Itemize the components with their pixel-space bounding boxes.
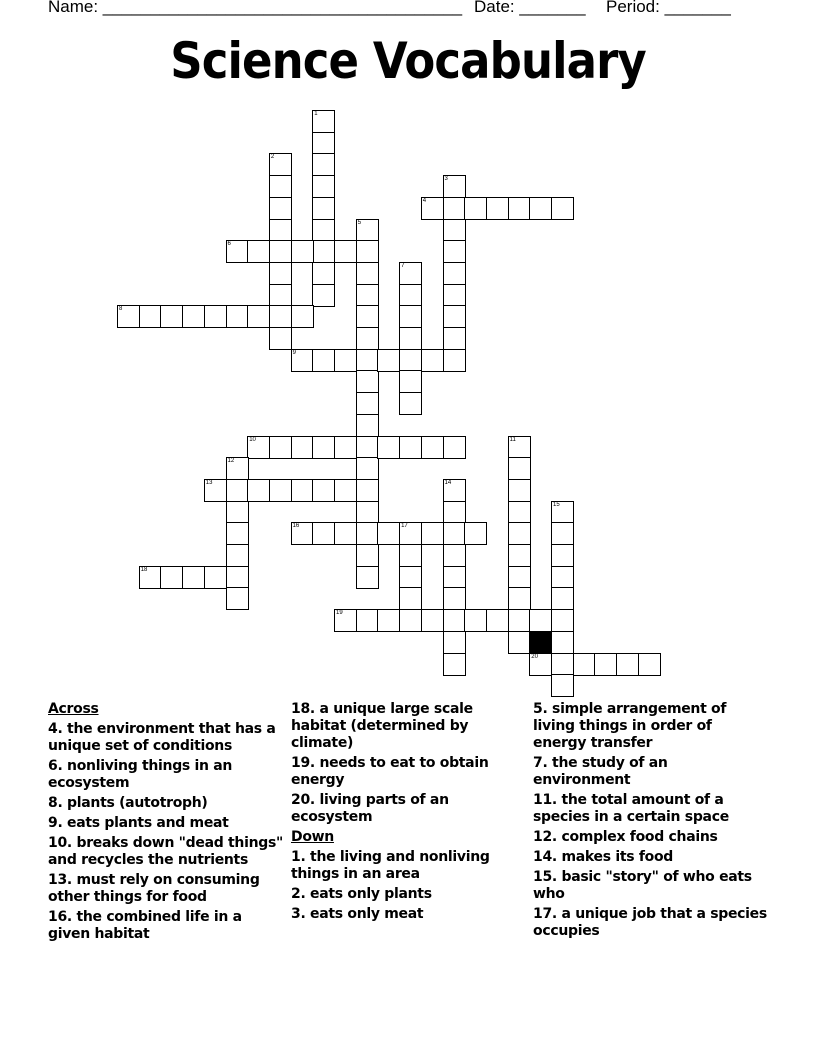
- grid-cell[interactable]: [269, 197, 292, 220]
- grid-cell[interactable]: [443, 501, 466, 524]
- grid-cell[interactable]: [443, 587, 466, 610]
- grid-cell[interactable]: [312, 110, 335, 133]
- clue-number: 12.: [533, 829, 557, 845]
- clue-section-heading: Down: [291, 829, 334, 845]
- grid-cell[interactable]: [421, 349, 444, 372]
- clue-item: [48, 815, 283, 832]
- grid-cell[interactable]: [443, 349, 466, 372]
- grid-cell[interactable]: [399, 587, 422, 610]
- grid-cell[interactable]: [377, 522, 400, 545]
- grid-cell[interactable]: [508, 566, 531, 589]
- grid-cell[interactable]: [356, 501, 379, 524]
- grid-cell[interactable]: [269, 436, 292, 459]
- grid-cell[interactable]: [182, 305, 205, 328]
- grid-cell[interactable]: [356, 219, 379, 242]
- grid-cell[interactable]: [399, 392, 422, 415]
- grid-cell[interactable]: [356, 305, 379, 328]
- grid-cell[interactable]: [226, 522, 249, 545]
- grid-cell[interactable]: [443, 479, 466, 502]
- clue-number: 13.: [48, 872, 72, 888]
- grid-cell[interactable]: [226, 501, 249, 524]
- grid-cell[interactable]: [247, 436, 270, 459]
- black-cell: [529, 631, 552, 654]
- clue-number: 4.: [48, 721, 63, 737]
- grid-cell[interactable]: [291, 349, 314, 372]
- clue-item: [48, 909, 283, 943]
- grid-cell[interactable]: [291, 436, 314, 459]
- grid-cell[interactable]: [160, 566, 183, 589]
- cell-number: 18: [140, 566, 148, 573]
- grid-cell[interactable]: [356, 392, 379, 415]
- clue-text: makes its food: [561, 849, 674, 865]
- grid-cell[interactable]: [312, 284, 335, 307]
- grid-cell[interactable]: [269, 153, 292, 176]
- clue-number: 2.: [291, 886, 306, 902]
- clue-number: 6.: [48, 758, 63, 774]
- grid-cell[interactable]: [551, 653, 574, 676]
- cell-number: 13: [205, 479, 213, 486]
- clue-number: 11.: [533, 792, 557, 808]
- cell-number: 4: [422, 197, 427, 204]
- grid-cell[interactable]: [377, 609, 400, 632]
- grid-cell[interactable]: [551, 609, 574, 632]
- grid-cell[interactable]: [226, 544, 249, 567]
- grid-cell[interactable]: [117, 305, 140, 328]
- clue-item: [533, 906, 768, 940]
- clue-number: 17.: [533, 906, 557, 922]
- clue-item: [533, 792, 768, 826]
- grid-cell[interactable]: [269, 262, 292, 285]
- grid-cell[interactable]: [443, 653, 466, 676]
- grid-cell[interactable]: [204, 305, 227, 328]
- grid-cell[interactable]: [356, 544, 379, 567]
- clue-text: simple arrangement of living things in order of energy transfer: [533, 701, 727, 751]
- grid-cell[interactable]: [226, 566, 249, 589]
- grid-cell[interactable]: [269, 479, 292, 502]
- clue-text: breaks down "dead things" and recycles the nutrients: [48, 835, 284, 868]
- grid-cell[interactable]: [551, 674, 574, 697]
- grid-cell[interactable]: [356, 479, 379, 502]
- grid-cell[interactable]: [269, 240, 292, 263]
- cell-number: 2: [270, 154, 275, 161]
- grid-cell[interactable]: [443, 305, 466, 328]
- grid-cell[interactable]: [226, 240, 249, 263]
- grid-cell[interactable]: [356, 457, 379, 480]
- clue-number: 3.: [291, 906, 306, 922]
- grid-cell[interactable]: [247, 305, 270, 328]
- grid-cell[interactable]: [399, 370, 422, 393]
- grid-cell[interactable]: [356, 349, 379, 372]
- grid-cell[interactable]: [356, 609, 379, 632]
- grid-cell[interactable]: [269, 219, 292, 242]
- clue-number: 10.: [48, 835, 72, 851]
- grid-cell[interactable]: [269, 284, 292, 307]
- clue-number: 9.: [48, 815, 63, 831]
- grid-cell[interactable]: [551, 631, 574, 654]
- clue-item: [533, 869, 768, 903]
- clues-column-3: [533, 701, 768, 943]
- grid-cell[interactable]: [508, 436, 531, 459]
- grid-cell[interactable]: [443, 609, 466, 632]
- grid-cell[interactable]: [269, 327, 292, 350]
- grid-cell[interactable]: [486, 197, 509, 220]
- cell-number: 3: [444, 176, 448, 183]
- grid-cell[interactable]: [312, 349, 335, 372]
- date-field[interactable]: Date: _______: [474, 0, 586, 16]
- clue-item: [291, 906, 526, 923]
- grid-cell[interactable]: [291, 305, 314, 328]
- cell-number: 14: [444, 479, 452, 486]
- grid-cell[interactable]: [421, 522, 444, 545]
- grid-cell[interactable]: [399, 262, 422, 285]
- grid-cell[interactable]: [616, 653, 639, 676]
- grid-cell[interactable]: [312, 197, 335, 220]
- grid-cell[interactable]: [312, 219, 335, 242]
- clue-text: a unique job that a species occupies: [533, 906, 767, 939]
- grid-cell[interactable]: [269, 175, 292, 198]
- clue-number: 1.: [291, 849, 306, 865]
- clue-text: the combined life in a given habitat: [48, 909, 242, 942]
- grid-cell[interactable]: [334, 522, 357, 545]
- clue-number: 20.: [291, 792, 315, 808]
- grid-cell[interactable]: [399, 327, 422, 350]
- clue-item: [291, 849, 526, 883]
- page-title: Science Vocabulary: [170, 32, 646, 90]
- clue-text: complex food chains: [561, 829, 718, 845]
- clue-text: eats only plants: [310, 886, 432, 902]
- grid-cell[interactable]: [399, 436, 422, 459]
- cell-number: 1: [314, 111, 318, 117]
- grid-cell[interactable]: [160, 305, 183, 328]
- clue-number: 19.: [291, 755, 315, 771]
- grid-cell[interactable]: [443, 566, 466, 589]
- grid-cell[interactable]: [377, 349, 400, 372]
- clue-text: nonliving things in an ecosystem: [48, 758, 233, 791]
- grid-cell[interactable]: [594, 653, 617, 676]
- grid-cell[interactable]: [334, 349, 357, 372]
- clue-item: [291, 755, 526, 789]
- grid-cell[interactable]: [291, 240, 314, 263]
- grid-cell[interactable]: [551, 197, 574, 220]
- grid-cell[interactable]: [356, 436, 379, 459]
- cell-number: 6: [227, 241, 231, 248]
- cell-number: 15: [553, 501, 560, 508]
- grid-cell[interactable]: [139, 305, 162, 328]
- grid-cell[interactable]: [573, 653, 596, 676]
- grid-cell[interactable]: [529, 653, 552, 676]
- grid-cell[interactable]: [204, 566, 227, 589]
- grid-cell[interactable]: [508, 479, 531, 502]
- clue-number: 8.: [48, 795, 63, 811]
- clue-item: [533, 849, 768, 866]
- grid-cell[interactable]: [551, 501, 574, 524]
- cell-number: 20: [531, 653, 538, 660]
- clue-number: 16.: [48, 909, 72, 925]
- grid-cell[interactable]: [312, 479, 335, 502]
- clue-number: 15.: [533, 869, 557, 885]
- cell-number: 16: [292, 523, 300, 530]
- clue-number: 18.: [291, 701, 315, 717]
- grid-cell[interactable]: [356, 414, 379, 437]
- grid-cell[interactable]: [443, 436, 466, 459]
- grid-cell[interactable]: [291, 479, 314, 502]
- grid-cell[interactable]: [356, 327, 379, 350]
- grid-cell[interactable]: [226, 479, 249, 502]
- clue-item: [533, 829, 768, 846]
- grid-cell[interactable]: [508, 587, 531, 610]
- clue-text: needs to eat to obtain energy: [291, 755, 489, 788]
- grid-cell[interactable]: [356, 370, 379, 393]
- grid-cell[interactable]: [312, 522, 335, 545]
- grid-cell[interactable]: [226, 457, 249, 480]
- clues-column-1: [48, 701, 283, 946]
- clue-item: [291, 701, 526, 752]
- grid-cell[interactable]: [334, 240, 357, 263]
- grid-cell[interactable]: [399, 284, 422, 307]
- grid-cell[interactable]: [551, 566, 574, 589]
- grid-cell[interactable]: [356, 262, 379, 285]
- grid-cell[interactable]: [312, 262, 335, 285]
- grid-cell[interactable]: [443, 284, 466, 307]
- cell-number: 11: [509, 436, 516, 443]
- grid-cell[interactable]: [508, 197, 531, 220]
- grid-cell[interactable]: [443, 175, 466, 198]
- grid-cell[interactable]: [226, 587, 249, 610]
- grid-cell[interactable]: [139, 566, 162, 589]
- clue-item: [48, 721, 283, 755]
- grid-cell[interactable]: [291, 522, 314, 545]
- cell-number: 7: [401, 262, 405, 269]
- grid-cell[interactable]: [443, 262, 466, 285]
- grid-cell[interactable]: [421, 436, 444, 459]
- grid-cell[interactable]: [529, 197, 552, 220]
- clues-column-2: [291, 701, 526, 926]
- clue-section-heading: Across: [48, 701, 99, 717]
- grid-cell[interactable]: [312, 153, 335, 176]
- grid-cell[interactable]: [551, 544, 574, 567]
- grid-cell[interactable]: [443, 631, 466, 654]
- grid-cell[interactable]: [443, 197, 466, 220]
- grid-cell[interactable]: [399, 544, 422, 567]
- grid-cell[interactable]: [529, 609, 552, 632]
- grid-cell[interactable]: [334, 479, 357, 502]
- grid-cell[interactable]: [508, 609, 531, 632]
- grid-cell[interactable]: [399, 609, 422, 632]
- grid-cell[interactable]: [638, 653, 661, 676]
- clue-number: 7.: [533, 755, 548, 771]
- grid-cell[interactable]: [443, 522, 466, 545]
- grid-cell[interactable]: [486, 609, 509, 632]
- name-field[interactable]: Name: ______________________________________: [48, 0, 463, 16]
- grid-cell[interactable]: [182, 566, 205, 589]
- clue-number: 14.: [533, 849, 557, 865]
- cell-number: 9: [292, 349, 296, 356]
- clue-text: a unique large scale habitat (determined by climate): [291, 701, 473, 751]
- clue-text: basic "story" of who eats who: [533, 869, 752, 902]
- clue-item: [48, 758, 283, 792]
- grid-cell[interactable]: [443, 544, 466, 567]
- grid-cell[interactable]: [421, 197, 444, 220]
- grid-cell[interactable]: [312, 436, 335, 459]
- clue-text: the study of an environment: [533, 755, 668, 788]
- clue-text: plants (autotroph): [67, 795, 208, 811]
- grid-cell[interactable]: [551, 522, 574, 545]
- grid-cell[interactable]: [312, 132, 335, 155]
- clue-text: the environment that has a unique set of conditions: [48, 721, 276, 754]
- grid-cell[interactable]: [508, 522, 531, 545]
- grid-cell[interactable]: [356, 284, 379, 307]
- grid-cell[interactable]: [334, 609, 357, 632]
- clue-text: eats plants and meat: [67, 815, 229, 831]
- grid-cell[interactable]: [551, 587, 574, 610]
- grid-cell[interactable]: [247, 240, 270, 263]
- cell-number: 19: [336, 610, 343, 617]
- cell-number: 8: [119, 306, 123, 313]
- clue-number: 5.: [533, 701, 548, 717]
- grid-cell[interactable]: [464, 609, 487, 632]
- grid-cell[interactable]: [443, 240, 466, 263]
- cell-number: 5: [357, 219, 362, 226]
- clue-text: eats only meat: [310, 906, 424, 922]
- clue-text: the living and nonliving things in an area: [291, 849, 490, 882]
- clue-text: living parts of an ecosystem: [291, 792, 449, 825]
- grid-cell[interactable]: [356, 566, 379, 589]
- grid-cell[interactable]: [508, 631, 531, 654]
- cell-number: 12: [227, 458, 235, 465]
- clue-item: [48, 795, 283, 812]
- grid-cell[interactable]: [204, 479, 227, 502]
- clue-text: the total amount of a species in a certain space: [533, 792, 729, 825]
- clue-item: [533, 755, 768, 789]
- clue-text: must rely on consuming other things for food: [48, 872, 260, 905]
- grid-cell[interactable]: [247, 479, 270, 502]
- period-field[interactable]: Period: _______: [606, 0, 731, 16]
- grid-cell[interactable]: [226, 305, 249, 328]
- cell-number: 10: [249, 436, 256, 443]
- grid-cell[interactable]: [399, 305, 422, 328]
- grid-cell[interactable]: [377, 436, 400, 459]
- grid-cell[interactable]: [508, 544, 531, 567]
- grid-cell[interactable]: [399, 522, 422, 545]
- grid-cell[interactable]: [399, 349, 422, 372]
- grid-cell[interactable]: [399, 566, 422, 589]
- grid-cell[interactable]: [269, 305, 292, 328]
- clue-item: [48, 872, 283, 906]
- clue-item: [533, 701, 768, 752]
- grid-cell[interactable]: [464, 522, 487, 545]
- grid-cell[interactable]: [508, 501, 531, 524]
- grid-cell[interactable]: [312, 240, 335, 263]
- grid-cell[interactable]: [443, 327, 466, 350]
- grid-cell[interactable]: [312, 175, 335, 198]
- clue-item: [291, 886, 526, 903]
- clue-item: [48, 835, 283, 869]
- grid-cell[interactable]: [464, 197, 487, 220]
- grid-cell[interactable]: [356, 240, 379, 263]
- clue-item: [291, 792, 526, 826]
- grid-cell[interactable]: [508, 457, 531, 480]
- grid-cell[interactable]: [421, 609, 444, 632]
- grid-cell[interactable]: [443, 219, 466, 242]
- grid-cell[interactable]: [334, 436, 357, 459]
- grid-cell[interactable]: [356, 522, 379, 545]
- cell-number: 17: [401, 523, 408, 530]
